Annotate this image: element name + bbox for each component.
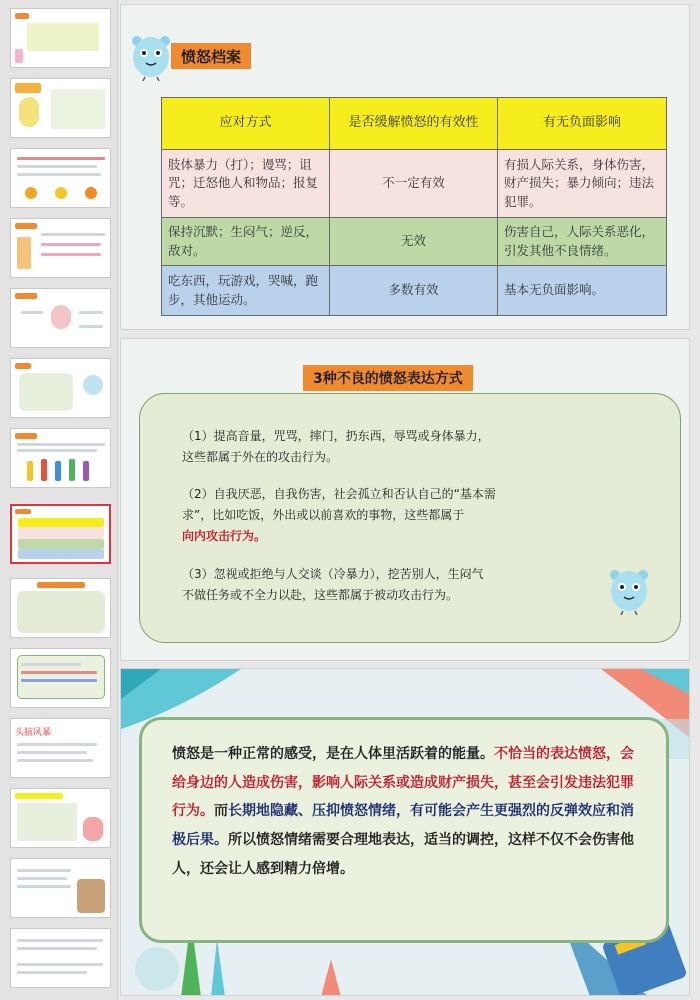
text-line: 这些都属于外在的攻击行为。 bbox=[182, 450, 339, 464]
table-row bbox=[162, 150, 667, 218]
table-cell: 伤害自己，人际关系恶化，引发其他不良情绪。 bbox=[498, 218, 667, 266]
highlighted-text-red: 不恰当的表达愤怒，会给身边的人造成伤害，影响人际关系或造成财产损失，甚至会引发违法犯罪行为。 bbox=[172, 746, 634, 820]
slide-thumbnail-11[interactable] bbox=[10, 718, 111, 778]
slide-title: 愤怒档案 bbox=[171, 43, 251, 69]
paragraph-3 bbox=[182, 564, 484, 606]
slide-thumbnail-7[interactable] bbox=[10, 428, 111, 488]
table-cell: 无效 bbox=[330, 218, 498, 266]
highlighted-text: 向内攻击行为。 bbox=[182, 529, 267, 543]
table-cell: 吃东西，玩游戏，哭喊，跑步，其他运动。 bbox=[162, 266, 330, 316]
text-line: 求”，比如吃饭，外出或以前喜欢的事物，这些都属于 bbox=[182, 508, 465, 522]
text-segment: 而 bbox=[214, 803, 228, 820]
text-line: （1）提高音量，咒骂，摔门，扔东西，辱骂或身体暴力， bbox=[182, 429, 490, 443]
table-cell: 基本无负面影响。 bbox=[498, 266, 667, 316]
slide-thumbnail-5[interactable] bbox=[10, 288, 111, 348]
thumbnail-heading: 头脑风暴 bbox=[15, 728, 52, 738]
table-cell: 肢体暴力（打）；谩骂；诅咒；迁怒他人和物品；报复等。 bbox=[162, 150, 330, 218]
slide-title: 3种不良的愤怒表达方式 bbox=[303, 365, 473, 391]
paragraph-1 bbox=[182, 426, 490, 468]
slide-thumbnail-4[interactable] bbox=[10, 218, 111, 278]
slide-thumbnail-2[interactable] bbox=[10, 78, 111, 138]
text-line: 不做任务或不全力以赴，这些都属于被动攻击行为。 bbox=[182, 588, 459, 602]
table-header: 应对方式 bbox=[162, 98, 330, 150]
slide-thumbnail-12[interactable] bbox=[10, 788, 111, 848]
table-cell: 有损人际关系，身体伤害，财产损失；暴力倾向；违法犯罪。 bbox=[498, 150, 667, 218]
slide-thumbnail-panel bbox=[0, 0, 118, 1000]
slide-thumbnail-8[interactable] bbox=[10, 504, 111, 564]
text-line: （2）自我厌恶，自我伤害，社会孤立和否认自己的“基本需 bbox=[182, 487, 496, 501]
table-row bbox=[162, 218, 667, 266]
table-header: 有无负面影响 bbox=[498, 98, 667, 150]
anger-coping-table bbox=[161, 97, 667, 316]
summary-box bbox=[139, 717, 669, 943]
highlighted-text-blue: 长期地隐藏、压抑愤怒情绪，有可能会产生更强烈的反弹效应和消极后果。 bbox=[172, 803, 634, 849]
slide-thumbnail-1[interactable] bbox=[10, 8, 111, 68]
slide-bad-anger-expressions bbox=[120, 338, 690, 661]
table-header-row bbox=[162, 98, 667, 150]
table-header: 是否缓解愤怒的有效性 bbox=[330, 98, 498, 150]
text-segment: 愤怒是一种正常的感受，是在人体里活跃着的能量。 bbox=[172, 746, 494, 762]
content-box bbox=[139, 393, 681, 643]
text-line: （3）忽视或拒绝与人交谈（冷暴力），挖苦别人，生闷气 bbox=[182, 567, 484, 581]
slide-thumbnail-14[interactable] bbox=[10, 928, 111, 988]
slide-thumbnail-3[interactable] bbox=[10, 148, 111, 208]
slide-thumbnail-9[interactable] bbox=[10, 578, 111, 638]
slide-thumbnail-6[interactable] bbox=[10, 358, 111, 418]
mascot-icon bbox=[127, 27, 175, 81]
slide-thumbnail-10[interactable] bbox=[10, 648, 111, 708]
slide-thumbnail-13[interactable] bbox=[10, 858, 111, 918]
table-cell: 不一定有效 bbox=[330, 150, 498, 218]
slide-anger-profile bbox=[120, 4, 690, 330]
mascot-icon bbox=[605, 561, 653, 615]
table-cell: 多数有效 bbox=[330, 266, 498, 316]
paragraph-2 bbox=[182, 484, 496, 547]
summary-text bbox=[172, 740, 646, 883]
table-row bbox=[162, 266, 667, 316]
slide-anger-summary bbox=[120, 668, 690, 996]
table-cell: 保持沉默；生闷气；逆反，敌对。 bbox=[162, 218, 330, 266]
text-segment: 所以愤怒情绪需要合理地表达，适当的调控，这样不仅不会伤害他人，还会让人感到精力倍增。 bbox=[172, 832, 634, 877]
